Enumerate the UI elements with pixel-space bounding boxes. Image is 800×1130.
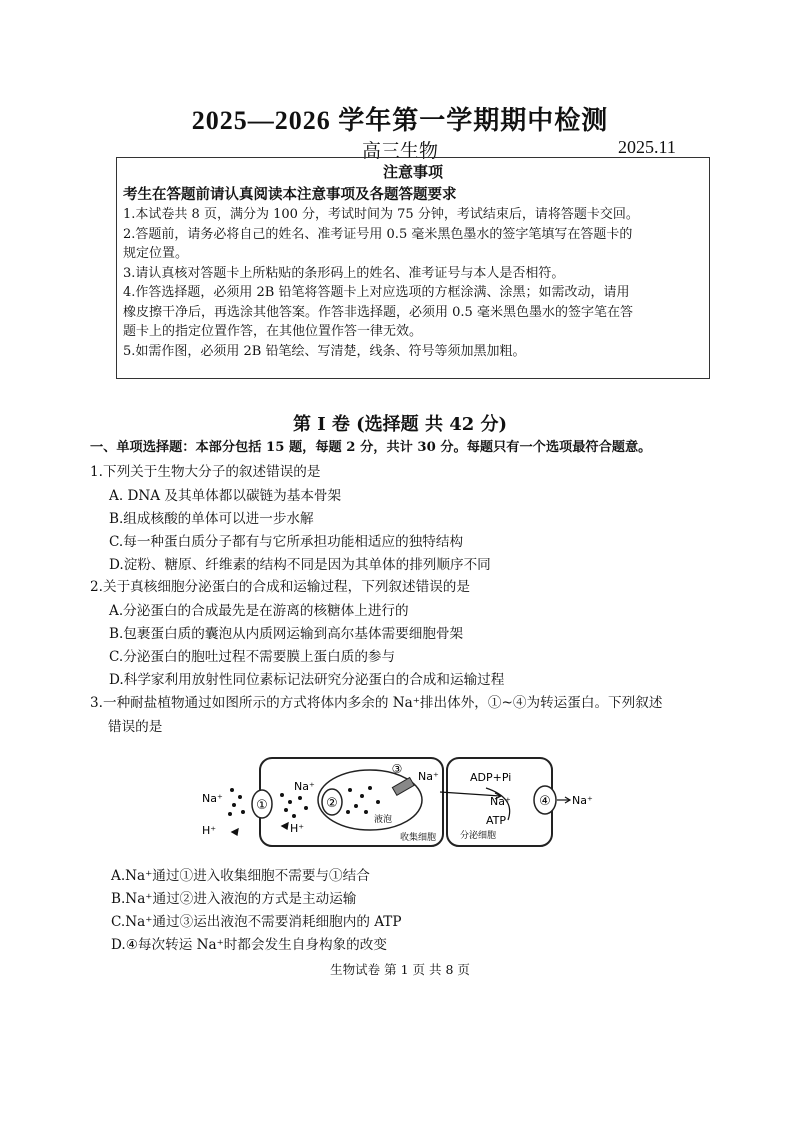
h-outside-label: H⁺ bbox=[202, 824, 217, 837]
transporter-1-label: ① bbox=[256, 798, 268, 813]
notice-line: 2.答题前，请务必将自己的姓名、准考证号用 0.5 毫米黑色墨水的签字笔填写在答题卡的 bbox=[123, 226, 633, 242]
notice-line: 3.请认真核对答题卡上所粘贴的条形码上的姓名、准考证号与本人是否相符。 bbox=[123, 265, 565, 281]
na-secretory-label: Na⁺ bbox=[490, 795, 511, 808]
question-option: C.分泌蛋白的胞吐过程不需要膜上蛋白质的参与 bbox=[109, 649, 396, 665]
question-option: C.Na⁺通过③运出液泡不需要消耗细胞内的 ATP bbox=[111, 914, 402, 930]
secretory-cell-label: 分泌细胞 bbox=[460, 831, 497, 841]
h-cytoplasm-label: H⁺ bbox=[290, 822, 305, 835]
notice-lines bbox=[123, 205, 705, 361]
question-stem-cont: 错误的是 bbox=[108, 719, 163, 735]
question-stem: 3.一种耐盐植物通过如图所示的方式将体内多余的 Na⁺排出体外，①~④为转运蛋白。下列叙述 bbox=[90, 695, 663, 711]
notice-line: 橡皮擦干净后，再选涂其他答案。作答非选择题，必须用 0.5 毫米黑色墨水的签字笔在答 bbox=[123, 304, 633, 320]
exam-subject: 高三生物 bbox=[361, 140, 438, 162]
na-outside-label: Na⁺ bbox=[202, 792, 223, 805]
question-option: B.组成核酸的单体可以进一步水解 bbox=[109, 511, 314, 527]
question-stem: 2.关于真核细胞分泌蛋白的合成和运输过程，下列叙述错误的是 bbox=[90, 579, 470, 595]
notice-line: 4.作答选择题，必须用 2B 铅笔将答题卡上对应选项的方框涂满、涂黑；如需改动，请用 bbox=[123, 285, 630, 300]
notice-line: 1.本试卷共 8 页，满分为 100 分，考试时间为 75 分钟，考试结束后，请将答题卡交回。 bbox=[123, 207, 639, 222]
exam-date: 2025.11 bbox=[618, 137, 676, 157]
notice-line: 规定位置。 bbox=[123, 246, 189, 261]
notice-box bbox=[116, 157, 710, 379]
question-option: A.Na⁺通过①进入收集细胞不需要与①结合 bbox=[111, 868, 370, 884]
notice-line: 5.如需作图，必须用 2B 铅笔绘、写清楚，线条、符号等须加黑加粗。 bbox=[123, 343, 526, 359]
transporter-3-label: ③ bbox=[391, 762, 403, 776]
notice-line: 题卡上的指定位置作答，在其他位置作答一律无效。 bbox=[123, 324, 423, 339]
vacuole-label: 液泡 bbox=[374, 815, 393, 825]
question-option: A. DNA 及其单体都以碳链为基本骨架 bbox=[109, 488, 342, 504]
section-title: 第 I 卷 (选择题 共 42 分) bbox=[292, 414, 508, 435]
na-cytoplasm-label: Na⁺ bbox=[294, 780, 315, 793]
page-footer: 生物试卷 第 1 页 共 8 页 bbox=[330, 962, 470, 977]
na-exit-label: Na⁺ bbox=[418, 770, 439, 783]
question-option: D.④每次转运 Na⁺时都会发生自身构象的改变 bbox=[111, 937, 387, 953]
transport-figure bbox=[190, 750, 620, 850]
atp-label: ATP bbox=[486, 814, 507, 827]
transporter-4-label: ④ bbox=[539, 794, 551, 809]
question-option: B.包裹蛋白质的囊泡从内质网运输到高尔基体需要细胞骨架 bbox=[109, 626, 464, 642]
question-stem: 1.下列关于生物大分子的叙述错误的是 bbox=[90, 464, 321, 480]
adp-label: ADP+Pi bbox=[470, 771, 512, 784]
notice-subheading: 考生在答题前请认真阅读本注意事项及各题答题要求 bbox=[123, 186, 457, 203]
transporter-3 bbox=[392, 778, 414, 796]
notice-heading: 注意事项 bbox=[382, 163, 443, 181]
question-option: C.每一种蛋白质分子都有与它所承担功能相适应的独特结构 bbox=[109, 534, 464, 550]
question-option: A.分泌蛋白的合成最先是在游离的核糖体上进行的 bbox=[109, 603, 409, 619]
question-option: D.科学家利用放射性同位素标记法研究分泌蛋白的合成和运输过程 bbox=[109, 672, 505, 688]
na-excreted-label: Na⁺ bbox=[572, 794, 593, 807]
exam-title: 2025—2026 学年第一学期期中检测 bbox=[191, 106, 609, 135]
collecting-cell-label: 收集细胞 bbox=[400, 833, 437, 843]
transporter-2-label: ② bbox=[326, 796, 338, 811]
section-intro: 一、单项选择题：本部分包括 15 题，每题 2 分，共计 30 分。每题只有一个选项最符合题意。 bbox=[90, 440, 652, 455]
question-option: D.淀粉、糖原、纤维素的结构不同是因为其单体的排列顺序不同 bbox=[109, 557, 491, 573]
question-option: B.Na⁺通过②进入液泡的方式是主动运输 bbox=[111, 891, 357, 907]
